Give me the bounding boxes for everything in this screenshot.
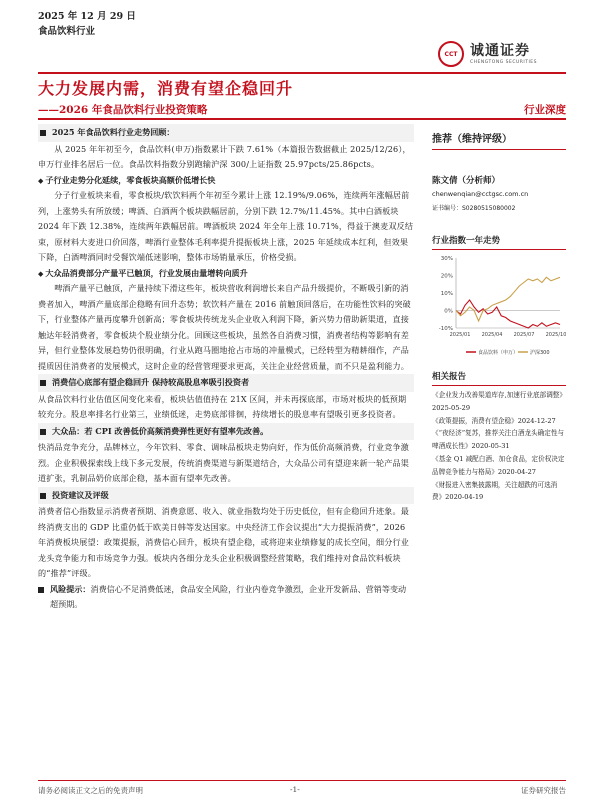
report-category: 证券研究报告 [521, 786, 566, 795]
subsection-heading: ◆ 子行业走势分化延续，零食板块高额价低增长快 [38, 174, 216, 185]
page-number: -1- [290, 785, 300, 794]
series-line [456, 277, 560, 321]
disclaimer-notice: 请务必阅读正文之后的免责声明 [38, 786, 143, 795]
company-logo [438, 38, 578, 70]
risk-notice: 风险提示：消费信心不足消费低迷，食品安全风险，行业内卷竞争激烈，企业开发新品、营销等变动超预期。 [38, 582, 414, 613]
chart-title: 行业指数一年走势 [432, 234, 566, 250]
rating-label: 推荐（维持评级） [432, 124, 566, 150]
section-heading: 2025 年食品饮料行业走势回顾： [38, 124, 414, 142]
legend-label: 沪深300 [530, 350, 550, 356]
y-tick-label: 10% [440, 291, 453, 297]
analyst-email[interactable]: chenwenqian@cctgsc.com.cn [432, 190, 529, 198]
y-tick-label: 30% [440, 256, 453, 262]
related-report-link[interactable]: 《“夜经济”复苏，推荐关注白酒龙头确定性与啤酒成长性》2020-05-31 [432, 429, 565, 451]
related-reports-list [432, 389, 566, 504]
report-type-tag: 行业深度 [524, 104, 566, 116]
subsection-heading: ◆ 大众品消费部分产量平已触顶，行业发展由量增转向质升 [38, 267, 248, 278]
legend-label: 食品饮料（申万） [478, 350, 519, 356]
report-date: 2025 年 12 月 29 日 [38, 11, 136, 22]
logo-english-name: CHENGTONG SECURITIES [470, 59, 538, 65]
x-tick-label: 2025/04 [481, 332, 503, 338]
report-subtitle: ——2026 年食品饮料行业投资策略 [38, 104, 208, 116]
sidebar [432, 124, 566, 504]
paragraph: 分子行业板块来看，零食板块/软饮料两个年初至今累计上涨 12.19%/9.06%，连续两年涨幅居前列，上涨势头有所放缓；啤酒、白酒两个板块跌幅居前，分别下跌 12.7%/11.45%。其中白酒板块 2024 年下跌 12.38%，连续两年跌幅居前。啤酒板块 2024 年全年上涨 10.71%，得益于澳麦双反结束，原材料大麦进口价回落，啤酒行业整体毛利率提升提振板块上涨，2025 年延续成本红利，但效果下降，白酒啤酒同时受餐饮端低迷影响，整体市场销量承压，价格受损。 [38, 190, 414, 262]
license-number: 证书编号：S0280515080002 [432, 205, 516, 212]
y-tick-label: 20% [440, 273, 453, 280]
diamond-bullet-icon: ◆ [38, 175, 44, 185]
index-trend-chart [432, 250, 566, 360]
section-heading: 大众品 ：若 CPI 改善低价高频消费弹性更好有望率先改善。 [38, 423, 414, 441]
related-report-link[interactable]: 《政策提振，消费有望企稳》2024-12-27 [432, 416, 556, 425]
logo-seal-icon: CCT [438, 41, 464, 67]
report-title: 大力发展内需，消费有望企稳回升 [38, 79, 294, 98]
square-bullet-icon [38, 587, 44, 593]
paragraph: 消费者信心指数显示消费者预期、消费意愿、收入、就业指数均处于历史低位，但有企稳回升迹象。最终消费支出的 GDP 比重仍低于欧美日韩等发达国家。中央经济工作会议提出“大力提振消费”，2026 年消费板块展望：政策提振，消费信心回升，板块有望企稳，或将迎来业绩修复的成长空间，细分行业龙头竞争能力和市场竞争力强。板块内各细分龙头企业积极调整经营策略，我们维持对食品饮料板块的“推荐”评级。 [38, 506, 409, 578]
y-tick-label: 0% [444, 308, 453, 315]
x-tick-label: 2025/07 [513, 332, 535, 338]
paragraph: 从食品饮料行业估值区间变化来看，板块估值值持在 21X 区间，并未再探底部，市场对板块的低预期较充分。股息率排名行业第三，业绩低迷，走势底部徘徊，持续增长的股息率有望吸引更多投资者。 [38, 393, 407, 419]
square-bullet-icon [40, 429, 46, 435]
paragraph: 快消品竞争充分，品牌林立，今年饮料、零食、调味品板块走势向好，作为低价高频消费，行业竞争激烈。企业积极探索线上线下多元发展，传统消费渠道与新渠道结合，大众品公司有望迎来新一轮产品渠道扩张，乳制品奶价底部企稳，基本面有望率先改善。 [38, 442, 409, 483]
analyst-name: 陈文倩（分析师） [432, 176, 501, 186]
footer-rule [38, 780, 566, 781]
paragraph: 从 2025 年年初至今，食品饮料(申万)指数累计下跌 7.61%（本篇报告数据截止 2025/12/26），申万行业排名居后一位。食品饮料指数分别跑输沪深 300/上证指数 25.97pcts/25.86pcts。 [38, 143, 411, 169]
square-bullet-icon [40, 380, 46, 386]
related-report-link[interactable]: 《企业发力改善渠道库存,加速行业底部调整》2025-05-29 [432, 391, 566, 412]
x-tick-label: 2025/10 [545, 332, 566, 338]
logo-name: 诚通证券 [470, 42, 530, 59]
industry-label: 食品饮料行业 [38, 26, 96, 37]
section-heading: 消费信心底部有望企稳回升 保持较高股息率吸引投资者 [38, 374, 414, 392]
title-top-rule [38, 72, 566, 74]
section-heading: 投资建议及评级 [38, 487, 414, 505]
x-tick-label: 2025/01 [449, 332, 471, 338]
series-line [456, 300, 560, 328]
paragraph: 啤酒产量平已触顶，产量持续下滑这些年，板块营收利润增长来自产品升级提价，不断吸引新的消费者加入，啤酒产量底部企稳略有回升态势；软饮料产量在 2016 前触顶回落后，在功能性饮料的突破下，行业整体产量再度攀升创新高；零食板块传统龙头企业收入利润下降，新兴势力借助新渠道，直接触达年轻消费者，零食板块个股业绩分化。回顾这些板块，虽然各自消费习惯，消费者结构等影响有差异，但行业整体发展趋势仍很明确，行业从跑马圈地抢占市场的冲量模式，已经转型为精耕细作，产品提质因住消费者的发展模式，这时企业的经营管理要求更高，关注企业经营质量，而不只是盈利能力。 [38, 283, 411, 371]
title-bottom-rule [38, 118, 566, 120]
y-tick-label: -10% [438, 326, 453, 332]
main-column [38, 124, 414, 780]
related-reports-title: 相关报告 [432, 370, 566, 386]
square-bullet-icon [40, 130, 46, 136]
square-bullet-icon [40, 493, 46, 499]
diamond-bullet-icon: ◆ [38, 268, 44, 278]
related-report-link[interactable]: 《基金 Q1 减配白酒、加仓食品，定价权决定品牌竞争能力与格局》2020-04-27 [432, 454, 565, 476]
related-report-link[interactable]: 《财报进入密集披露期，关注超跌的可选消费》2020-04-19 [432, 480, 558, 502]
